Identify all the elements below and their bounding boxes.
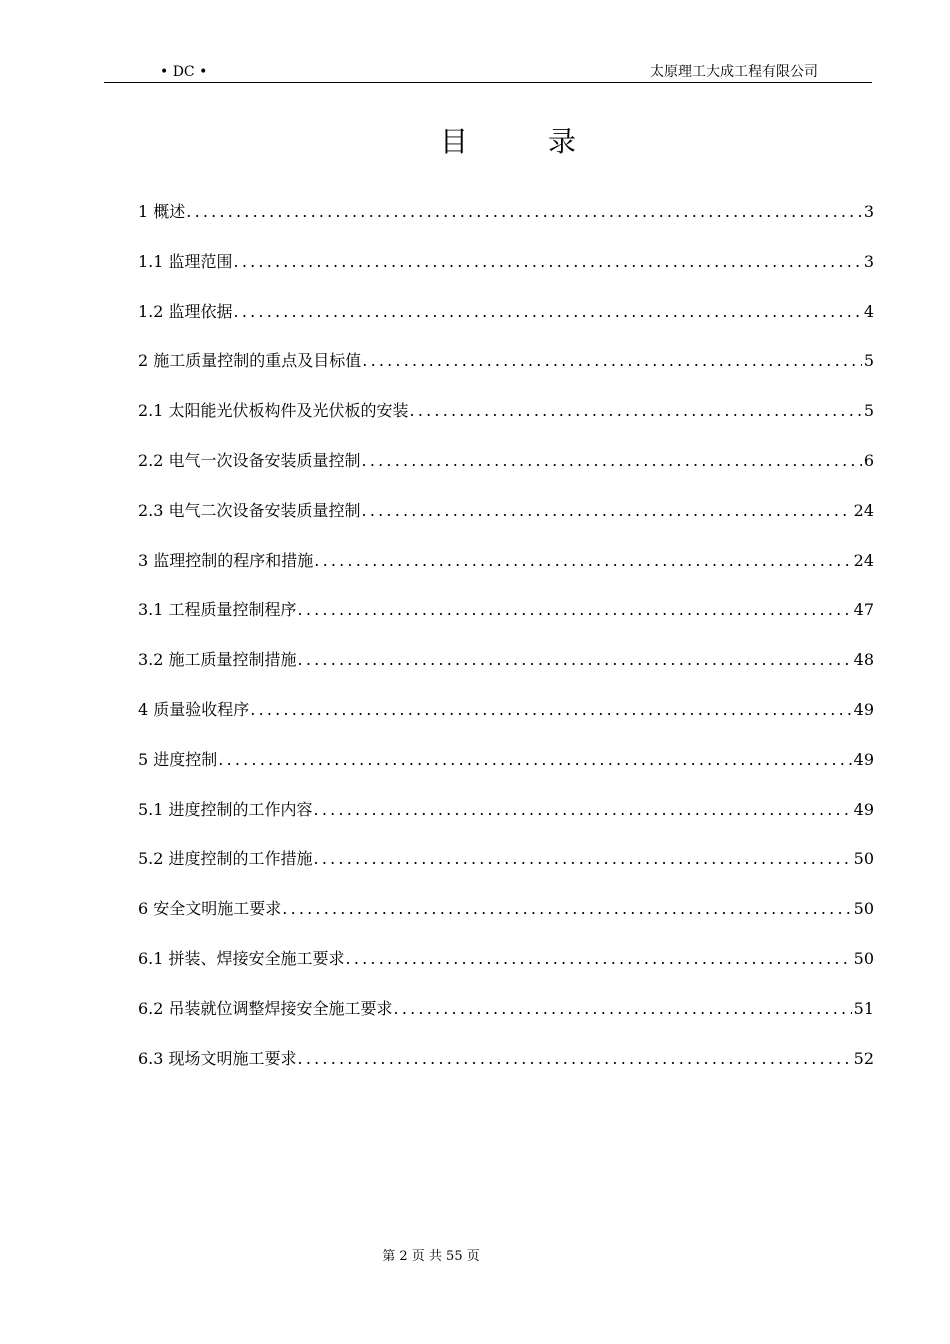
toc-entry-page: 50 [853,948,874,968]
toc-entry-label: 1.2 监理依据 [138,301,233,321]
toc-leader-dots [410,399,862,423]
toc-leader-dots [362,499,852,523]
toc-entry-page: 49 [853,699,874,719]
toc-leader-dots [282,897,851,921]
toc-leader-dots [362,349,862,373]
toc-entry[interactable] [138,798,874,848]
toc-entry-page: 48 [853,650,874,670]
header-company-name: 太原理工大成工程有限公司 [650,64,818,80]
toc-entry[interactable] [138,648,874,698]
toc-title-char-1: 目 [439,125,468,158]
toc-entry-page: 3 [863,251,874,271]
toc-leader-dots [314,798,852,822]
toc-entry-label: 5.2 进度控制的工作措施 [138,849,313,869]
toc-entry[interactable] [138,399,874,449]
toc-entry-page: 5 [863,351,874,371]
toc-entry-label: 2.2 电气一次设备安装质量控制 [138,450,361,470]
toc-entry-page: 24 [853,550,874,570]
toc-entry-label: 2 施工质量控制的重点及目标值 [138,351,362,371]
toc-entry-page: 4 [863,301,874,321]
toc-entry-page: 50 [853,849,874,869]
toc-entry-label: 6.3 现场文明施工要求 [138,1048,297,1068]
toc-entry[interactable] [138,349,874,399]
toc-entry-label: 3 监理控制的程序和措施 [138,550,314,570]
toc-entry-label: 1.1 监理范围 [138,251,233,271]
toc-entry-page: 50 [853,899,874,919]
toc-leader-dots [218,748,851,772]
toc-entry[interactable] [138,997,874,1047]
toc-entry-page: 49 [853,749,874,769]
toc-leader-dots [314,847,852,871]
toc-leader-dots [298,1047,852,1071]
toc-leader-dots [298,648,852,672]
toc-leader-dots [298,598,852,622]
toc-leader-dots [250,698,851,722]
toc-entry[interactable] [138,947,874,997]
toc-entry-label: 6 安全文明施工要求 [138,899,282,919]
toc-entry[interactable] [138,897,874,947]
toc-list [138,200,874,1096]
toc-leader-dots [186,200,862,224]
toc-entry-label: 4 质量验收程序 [138,699,250,719]
toc-entry-page: 49 [853,799,874,819]
page-header [104,62,872,83]
toc-leader-dots [234,250,862,274]
toc-entry[interactable] [138,549,874,599]
toc-entry-label: 2.3 电气二次设备安装质量控制 [138,500,361,520]
page-footer: 第 2 页 共 55 页 [382,1249,480,1264]
toc-entry[interactable] [138,748,874,798]
toc-entry[interactable] [138,698,874,748]
toc-leader-dots [314,549,851,573]
toc-leader-dots [362,449,862,473]
toc-entry-label: 6.1 拼装、焊接安全施工要求 [138,948,345,968]
toc-entry-page: 3 [863,202,874,221]
toc-entry[interactable] [138,499,874,549]
toc-entry-page: 47 [853,600,874,620]
toc-title [0,124,950,160]
toc-entry-label: 3.2 施工质量控制措施 [138,650,297,670]
toc-entry[interactable] [138,300,874,350]
toc-leader-dots [394,997,852,1021]
toc-entry-page: 24 [853,500,874,520]
toc-leader-dots [346,947,852,971]
toc-entry-label: 2.1 太阳能光伏板构件及光伏板的安装 [138,401,409,421]
toc-entry-label: 6.2 吊装就位调整焊接安全施工要求 [138,998,393,1018]
toc-entry[interactable] [138,1047,874,1097]
toc-entry[interactable] [138,250,874,300]
toc-entry[interactable] [138,200,874,250]
header-doc-code: • DC • [160,64,208,80]
toc-entry-label: 5 进度控制 [138,749,218,769]
toc-entry-page: 5 [863,401,874,421]
toc-entry-label: 5.1 进度控制的工作内容 [138,799,313,819]
toc-entry-page: 52 [853,1048,874,1068]
toc-entry[interactable] [138,598,874,648]
toc-entry-label: 1 概述 [138,202,186,221]
toc-entry[interactable] [138,847,874,897]
toc-entry-page: 51 [853,998,874,1018]
toc-entry-page: 6 [863,450,874,470]
toc-entry-label: 3.1 工程质量控制程序 [138,600,297,620]
toc-leader-dots [234,300,862,324]
toc-title-char-2: 录 [548,125,577,158]
toc-entry[interactable] [138,449,874,499]
